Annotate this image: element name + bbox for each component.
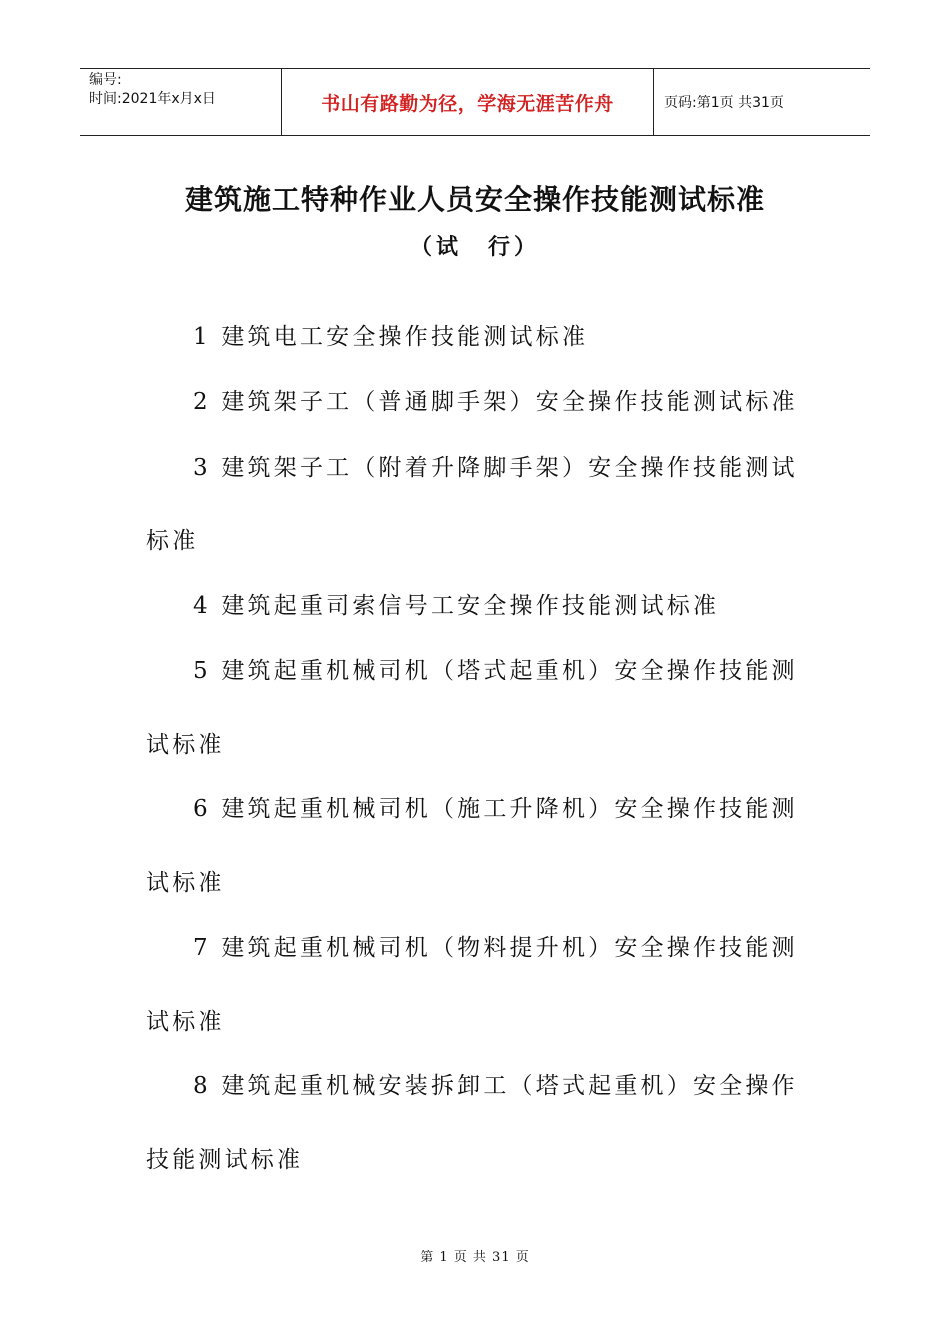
header-motto: 书山有路勤为径，学海无涯苦作舟 [321,92,614,115]
header-page-cell [654,69,870,135]
header-table [80,68,870,136]
document-subtitle: （试 行） [409,234,540,260]
toc-item-3: 3 建筑架子工（附着升降脚手架）安全操作技能测试 [193,455,798,481]
header-motto-cell [282,69,654,135]
header-meta-cell [80,69,282,135]
document-title: 建筑施工特种作业人员安全操作技能测试标准 [184,183,765,216]
document-number-label: 编号: [89,72,122,88]
toc-item-8: 8 建筑起重机械安装拆卸工（塔式起重机）安全操作 [193,1073,798,1099]
toc-item-3-continuation: 标准 [146,528,199,554]
page-footer [0,1246,950,1265]
toc-item-6-continuation: 试标准 [146,870,225,896]
toc-item-1: 1 建筑电工安全操作技能测试标准 [193,324,589,350]
toc-item-2: 2 建筑架子工（普通脚手架）安全操作技能测试标准 [193,389,798,415]
header-page-info: 页码:第1页 共31页 [664,95,784,111]
toc-item-7-continuation: 试标准 [146,1009,225,1035]
toc-item-7: 7 建筑起重机械司机（物料提升机）安全操作技能测 [193,935,798,961]
toc-item-5: 5 建筑起重机械司机（塔式起重机）安全操作技能测 [193,658,798,684]
toc-item-5-continuation: 试标准 [146,732,225,758]
footer-page-number: 第 1 页 共 31 页 [420,1250,530,1265]
toc-item-6: 6 建筑起重机械司机（施工升降机）安全操作技能测 [193,796,798,822]
document-time-label: 时间:2021年x月x日 [89,91,216,107]
toc-item-4: 4 建筑起重司索信号工安全操作技能测试标准 [193,593,720,619]
toc-item-8-continuation: 技能测试标准 [146,1147,304,1173]
